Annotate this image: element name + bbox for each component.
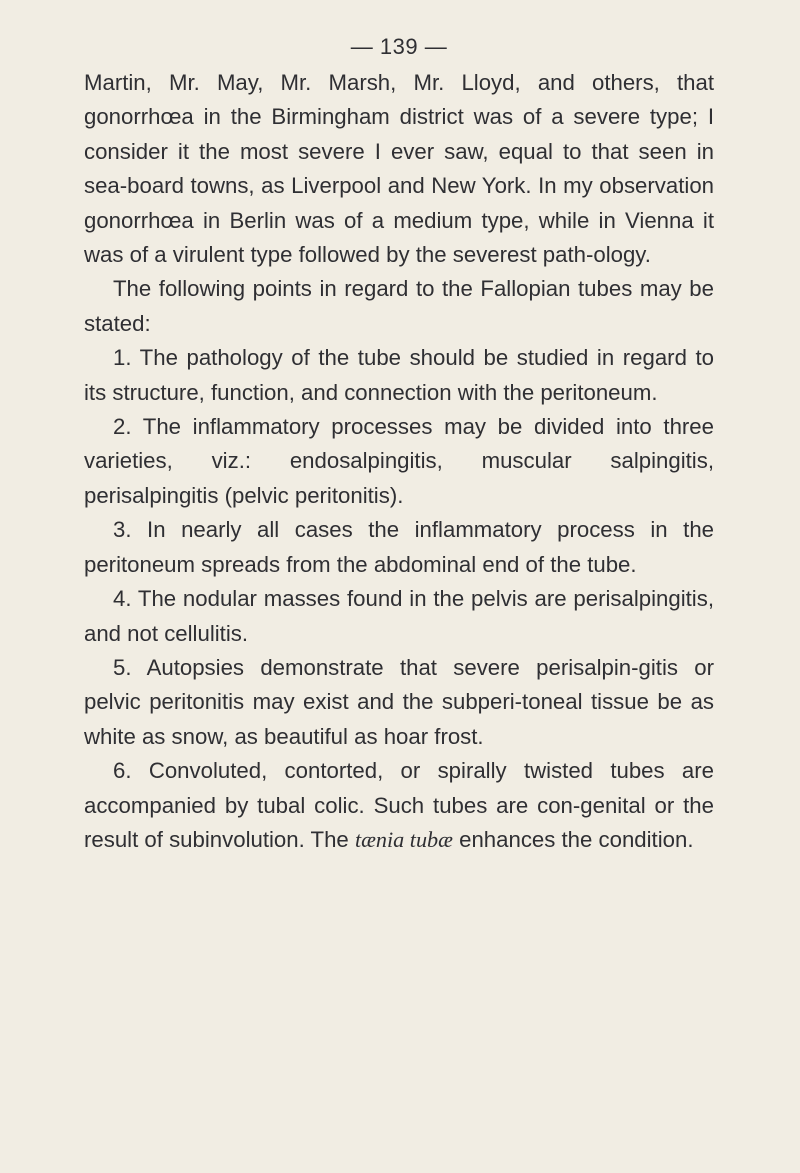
book-page xyxy=(84,0,714,857)
page-number: — 139 — xyxy=(350,34,448,59)
point-1-paragraph: 1. The pathology of the tube should be studied in regard to its structure, function, and connection with the peritoneum. xyxy=(84,345,714,405)
point-6-text-after: enhances the condition. xyxy=(452,826,694,852)
point-5-paragraph: 5. Autopsies demonstrate that severe perisalpin-gitis or pelvic peritonitis may exist and the subperi-toneal tissue be as white as snow, as beautiful as hoar frost. xyxy=(84,654,714,749)
paragraph-continuation: Martin, Mr. May, Mr. Marsh, Mr. Lloyd, and others, that gonorrhœa in the Birmingham district was of a severe type; I consider it the most severe I ever saw, equal to that seen in sea-board towns, as Liverpool and New York. In my observation gonorrhœa in Berlin was of a medium type, while in Vienna it was of a virulent type followed by the severest path-ology. xyxy=(84,70,714,268)
point-6-italic-term: tænia tubæ xyxy=(354,826,453,852)
point-6-text-before: 6. Convoluted, contorted, or spirally twisted tubes are accompanied by tubal colic. Such tubes are con-genital or the result of subinvolution. The xyxy=(84,758,714,852)
point-2-paragraph: 2. The inflammatory processes may be divided into three varieties, viz.: endosalpingitis, muscular salpingitis, perisalpingitis (pelvic peritonitis). xyxy=(84,414,714,508)
point-4-paragraph: 4. The nodular masses found in the pelvis are perisalpingitis, and not cellulitis. xyxy=(84,586,714,646)
paragraph-intro-points: The following points in regard to the Fallopian tubes may be stated: xyxy=(84,276,714,336)
point-3-paragraph: 3. In nearly all cases the inflammatory process in the peritoneum spreads from the abdominal end of the tube. xyxy=(84,517,714,577)
point-6-paragraph xyxy=(84,754,714,857)
